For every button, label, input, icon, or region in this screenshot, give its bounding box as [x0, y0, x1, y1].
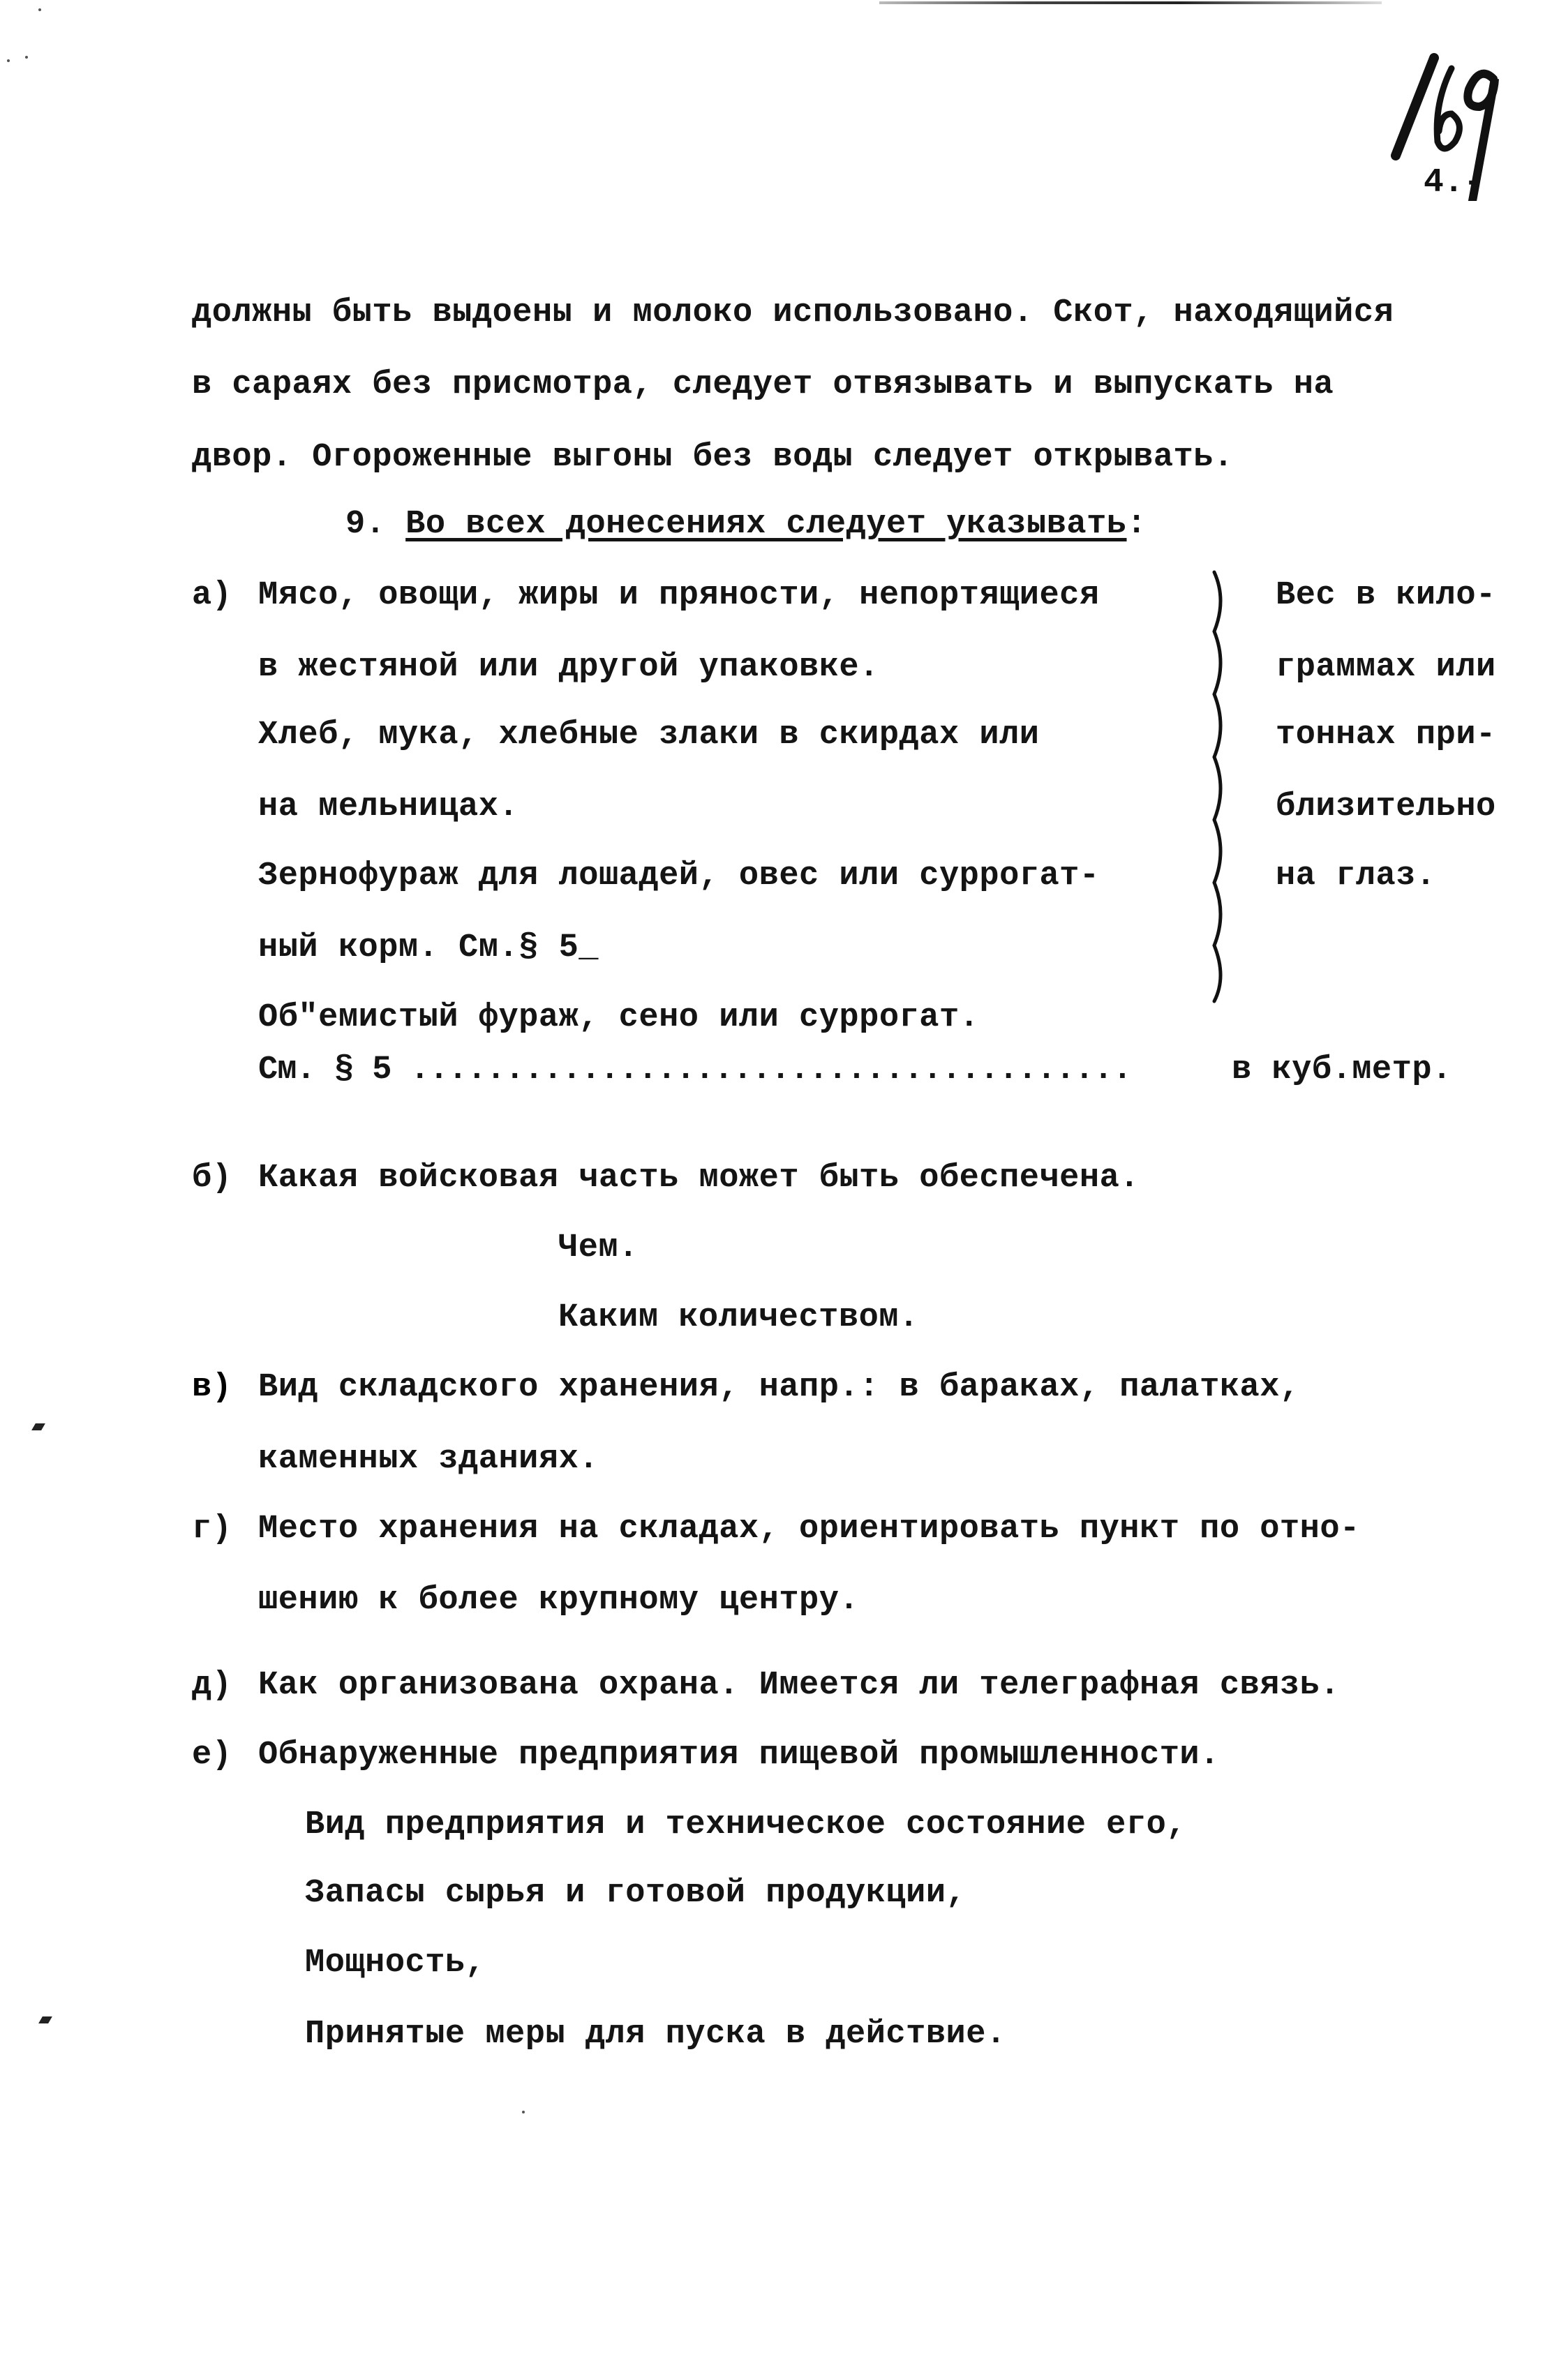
- item-d-line: Как организована охрана. Имеется ли телеграфная связь.: [258, 1667, 1341, 1704]
- item-a-line-2: в жестяной или другой упаковке.: [258, 649, 879, 686]
- item-e-sub-4: Принятые меры для пуска в действие.: [305, 2016, 1006, 2053]
- item-a-line-7: Об"емистый фураж, сено или суррогат.: [258, 999, 980, 1036]
- bracket-note-line-5: на глаз.: [1276, 858, 1436, 895]
- item-e-sub-1: Вид предприятия и техническое состояние его,: [305, 1806, 1187, 1843]
- bracket-note-line-2: граммах или: [1276, 649, 1496, 686]
- item-g-marker: г): [192, 1511, 232, 1548]
- item-b-sub-1: Чем.: [558, 1229, 639, 1266]
- item-g-line-1: Место хранения на складах, ориентировать пункт по отно-: [258, 1511, 1360, 1548]
- item-v-line-1: Вид складского хранения, напр.: в бараках, палатках,: [258, 1369, 1300, 1406]
- item-a-marker: а): [192, 577, 232, 614]
- intro-line-1: должны быть выдоены и молоко использовано. Скот, находящийся: [192, 294, 1394, 331]
- section-9-heading: [345, 508, 1147, 541]
- bracket-note-line-3: тоннах при-: [1276, 717, 1496, 754]
- item-a-reference-unit: в куб.метр.: [1232, 1051, 1452, 1088]
- typed-page-number: 4.-: [1424, 164, 1484, 202]
- item-e-sub-2: Запасы сырья и готовой продукции,: [305, 1875, 967, 1912]
- scan-top-edge: [879, 1, 1382, 4]
- curly-bracket: [1207, 569, 1235, 1005]
- scan-speck: [7, 59, 10, 62]
- section-heading-text: Во всех донесениях следует указывать: [405, 506, 1127, 543]
- scan-speck: [25, 56, 28, 59]
- item-e-marker: е): [192, 1737, 232, 1774]
- item-a-line-4: на мельницах.: [258, 788, 519, 825]
- item-g-line-2: шению к более крупному центру.: [258, 1582, 860, 1619]
- item-a-line-5: Зернофураж для лошадей, овес или суррогат-: [258, 858, 1100, 895]
- scan-speck: [522, 2111, 525, 2113]
- margin-mark: [38, 2016, 52, 2023]
- item-a-line-6: ный корм. См.§ 5_: [258, 929, 599, 966]
- intro-line-2: в сараях без присмотра, следует отвязывать и выпускать на: [192, 366, 1334, 403]
- item-b-line: Какая войсковая часть может быть обеспечена.: [258, 1160, 1140, 1197]
- item-e-line: Обнаруженные предприятия пищевой промышленности.: [258, 1737, 1220, 1774]
- item-a-reference-line: См. § 5 ......................................: [258, 1051, 1132, 1088]
- bracket-note-line-4: близительно: [1276, 788, 1496, 825]
- heading-colon: :: [1126, 506, 1147, 543]
- item-v-line-2: каменных зданиях.: [258, 1441, 599, 1478]
- margin-mark: [31, 1423, 45, 1430]
- bracket-note-line-1: Вес в кило-: [1276, 577, 1496, 614]
- item-e-sub-3: Мощность,: [305, 1945, 486, 1982]
- item-b-marker: б): [192, 1160, 232, 1197]
- item-a-line-1: Мясо, овощи, жиры и пряности, непортящиеся: [258, 577, 1100, 614]
- scan-speck: [38, 8, 41, 11]
- intro-line-3: двор. Огороженные выгоны без воды следует открывать.: [192, 439, 1234, 476]
- section-number: 9.: [345, 506, 386, 543]
- item-a-line-3: Хлеб, мука, хлебные злаки в скирдах или: [258, 717, 1040, 754]
- item-d-marker: д): [192, 1667, 232, 1704]
- item-b-sub-2: Каким количеством.: [558, 1299, 919, 1336]
- item-v-marker: в): [192, 1369, 232, 1406]
